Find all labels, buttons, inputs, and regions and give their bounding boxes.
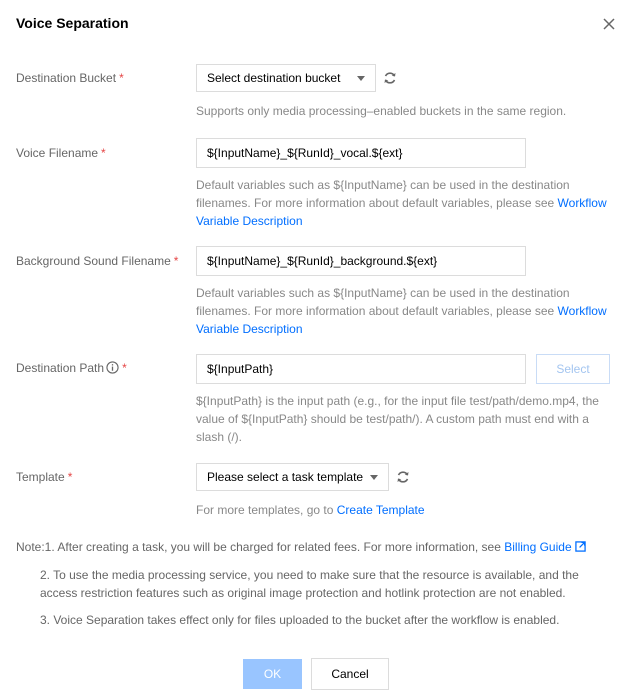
chevron-down-icon	[370, 475, 378, 480]
required-marker: *	[67, 470, 73, 484]
background-filename-help: Default variables such as ${InputName} can be used in the destination filenames. For more information about default variables, please see Workflow Variable Description	[196, 286, 607, 336]
required-marker: *	[119, 71, 124, 85]
destination-bucket-label: Destination Bucket *	[16, 71, 124, 85]
background-filename-label: Background Sound Filename *	[16, 254, 179, 268]
ok-button[interactable]: OK	[243, 659, 302, 689]
required-marker: *	[122, 361, 127, 375]
refresh-icon[interactable]	[382, 70, 398, 86]
workflow-variable-link[interactable]: Workflow Variable Description	[196, 196, 607, 228]
close-icon[interactable]	[601, 16, 617, 32]
cancel-button[interactable]: Cancel	[311, 658, 389, 690]
required-marker: *	[173, 254, 179, 268]
path-select-button[interactable]: Select	[536, 354, 610, 384]
destination-path-label: Destination Path *	[16, 361, 127, 375]
template-select[interactable]	[196, 463, 389, 491]
refresh-icon[interactable]	[395, 469, 411, 485]
destination-path-help: ${InputPath} is the input path (e.g., for the input file test/path/demo.mp4, the value of ${InputPath} should be test/path/). A custom path must end with a slash (/).	[196, 394, 599, 444]
dialog-title: Voice Separation	[16, 15, 129, 31]
info-icon[interactable]	[106, 361, 119, 374]
required-marker: *	[101, 146, 106, 160]
template-help: For more templates, go to Create Template	[196, 503, 425, 517]
billing-guide-link[interactable]: Billing Guide	[504, 540, 586, 554]
destination-bucket-value: Select destination bucket	[207, 71, 341, 85]
destination-bucket-select[interactable]	[196, 64, 376, 92]
template-value: Please select a task template	[207, 470, 364, 484]
destination-path-input[interactable]: ${InputPath}	[196, 354, 526, 384]
voice-filename-label: Voice Filename *	[16, 146, 106, 160]
create-template-link[interactable]: Create Template	[336, 503, 425, 517]
note-2: 2. To use the media processing service, you need to make sure that the resource is available, and the access restriction features such as original image protection and hotlink protection are not enabled.	[40, 568, 579, 600]
chevron-down-icon	[357, 76, 365, 81]
background-filename-input[interactable]: ${InputName}_${RunId}_background.${ext}	[196, 246, 526, 276]
external-link-icon	[575, 541, 586, 552]
template-label: Template *	[16, 470, 73, 484]
destination-bucket-help: Supports only media processing–enabled buckets in the same region.	[196, 104, 567, 118]
voice-filename-help: Default variables such as ${InputName} can be used in the destination filenames. For more information about default variables, please see Workflow Variable Description	[196, 178, 607, 228]
note-1: Note:1. After creating a task, you will be charged for related fees. For more information, see Billing Guide	[16, 538, 616, 556]
note-3: 3. Voice Separation takes effect only for files uploaded to the bucket after the workflow is enabled.	[40, 613, 560, 627]
voice-filename-input[interactable]: ${InputName}_${RunId}_vocal.${ext}	[196, 138, 526, 168]
workflow-variable-link[interactable]: Workflow Variable Description	[196, 304, 607, 336]
